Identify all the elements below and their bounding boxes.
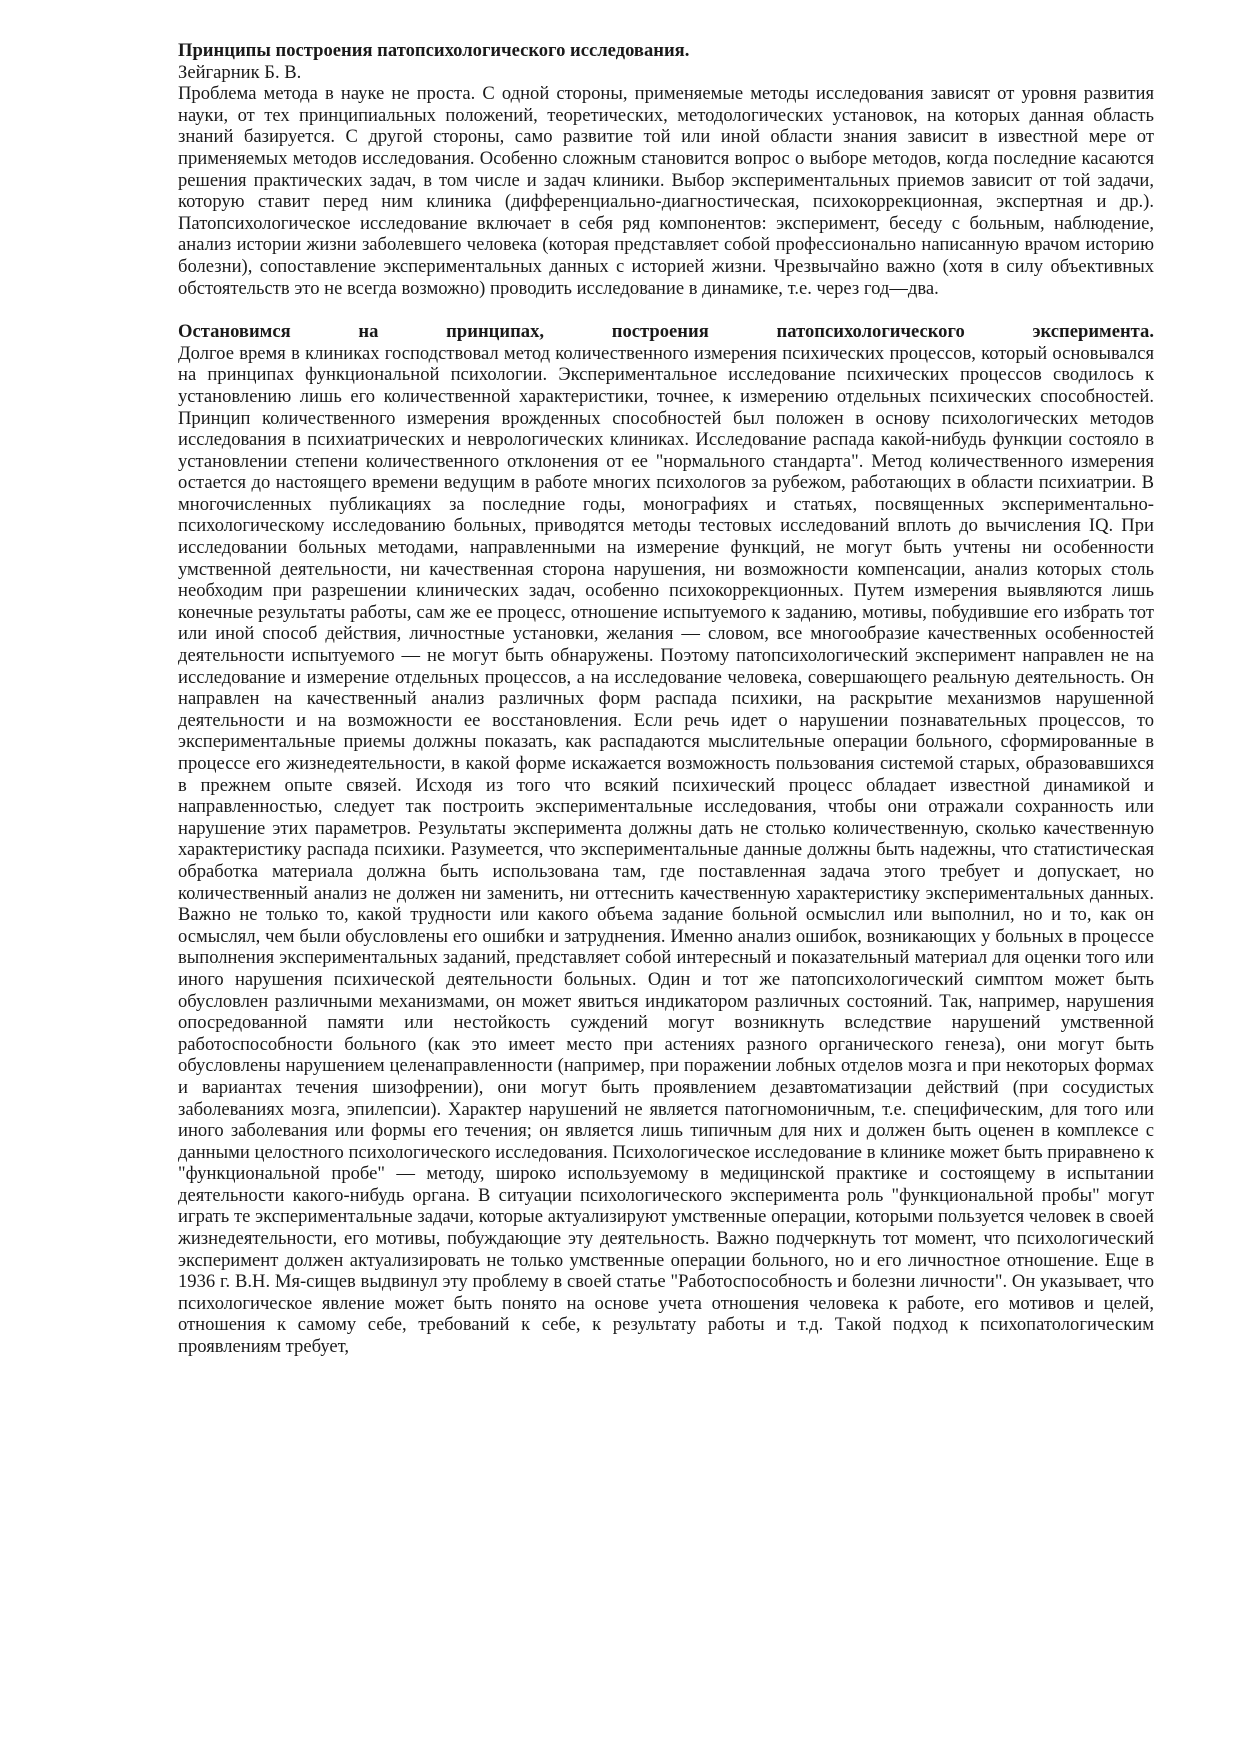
author-name: Зейгарник Б. В. [178,61,302,83]
document-page [178,40,1154,1358]
paragraph-spacer [178,299,1154,321]
section-heading: Остановимся на принципах, построения патопсихологического эксперимента. [178,321,1154,343]
intro-paragraph: Проблема метода в науке не проста. С одной стороны, применяемые методы исследования зависят от уровня развития науки, от тех принципиальных положений, теоретических, методологических установок, на которых данная область знаний базируется. С другой стороны, само развитие той или иной области знания зависит в известной мере от применяемых методов исследования. Особенно сложным становится вопрос о выборе методов, когда последние касаются решения практических задач, в том числе и задач клиники. Выбор экспериментальных приемов зависит от той задачи, которую ставит перед ним клиника (дифференциально-диагностическая, психокоррекционная, экспертная и др.). Патопсихологическое исследование включает в себя ряд компонентов: эксперимент, беседу с больным, наблюдение, анализ истории жизни заболевшего человека (которая представляет собой профессионально написанную врачом историю болезни), сопоставление экспериментальных данных с историей жизни. Чрезвычайно важно (хотя в силу объективных обстоятельств это не всегда возможно) проводить исследование в динамике, т.е. через год—два. [178,83,1154,299]
document-title: Принципы построения патопсихологического исследования. [178,40,690,61]
body-paragraph: Долгое время в клиниках господствовал метод количественного измерения психических процессов, который основывался на принципах функциональной психологии. Экспериментальное исследование психических процессов сводилось к установлению лишь его количественной характеристики, точнее, к измерению отдельных психических способностей. Принцип количественного измерения врожденных способностей был положен в основу психологических методов исследования в психиатрических и неврологических клиниках. Исследование распада какой-нибудь функции состояло в установлении степени количественного отклонения от ее "нормального стандарта". Метод количественного измерения остается до настоящего времени ведущим в работе многих психологов за рубежом, работающих в области психиатрии. В многочисленных публикациях за последние годы, монографиях и статьях, посвященных экспериментально-психологическому исследованию больных, приводятся методы тестовых исследований вплоть до вычисления IQ. При исследовании больных методами, направленными на измерение функций, не могут быть учтены ни особенности умственной деятельности, ни качественная сторона нарушения, ни возможности компенсации, анализ которых столь необходим при разрешении клинических задач, особенно психокоррекционных. Путем измерения выявляются лишь конечные результаты работы, сам же ее процесс, отношение испытуемого к заданию, мотивы, побудившие его избрать тот или иной способ действия, личностные установки, желания — словом, все многообразие качественных особенностей деятельности испытуемого — не могут быть обнаружены. Поэтому патопсихологический эксперимент направлен не на исследование и измерение отдельных процессов, а на исследование человека, совершающего реальную деятельность. Он направлен на качественный анализ различных форм распада психики, на раскрытие механизмов нарушенной деятельности и на возможности ее восстановления. Если речь идет о нарушении познавательных процессов, то экспериментальные приемы должны показать, как распадаются мыслительные операции больного, сформированные в процессе его жизнедеятельности, в какой форме искажается возможность пользования системой старых, образовавшихся в прежнем опыте связей. Исходя из того что всякий психический процесс обладает известной динамикой и направленностью, следует так построить экспериментальные исследования, чтобы они отражали сохранность или нарушение этих параметров. Результаты эксперимента должны дать не столько количественную, сколько качественную характеристику распада психики. Разумеется, что экспериментальные данные должны быть надежны, что статистическая обработка материала должна быть использована там, где поставленная задача этого требует и допускает, но количественный анализ не должен ни заменить, ни оттеснить качественную характеристику экспериментальных данных. Важно не только то, какой трудности или какого объема задание больной осмыслил или выполнил, но и то, как он осмыслял, чем были обусловлены его ошибки и затруднения. Именно анализ ошибок, возникающих у больных в процессе выполнения экспериментальных заданий, представляет собой интересный и показательный материал для оценки того или иного нарушения психической деятельности больных. Один и тот же патопсихологический симптом может быть обусловлен различными механизмами, он может явиться индикатором различных состояний. Так, например, нарушения опосредованной памяти или нестойкость суждений могут возникнуть вследствие нарушений умственной работоспособности больного (как это имеет место при астениях разного органического генеза), они могут быть обусловлены нарушением целенаправленности (например, при поражении лобных отделов мозга и при некоторых формах и вариантах течения шизофрении), они могут быть проявлением дезавтоматизации действий (при сосудистых заболеваниях мозга, эпилепсии). Характер нарушений не является патогномоничным, т.е. специфическим, для того или иного заболевания или формы его течения; он является лишь типичным для них и должен быть оценен в комплексе с данными целостного психологического исследования. Психологическое исследование в клинике может быть приравнено к "функциональной пробе" — методу, широко используемому в медицинской практике и состоящему в испытании деятельности какого-нибудь органа. В ситуации психологического эксперимента роль "функциональной пробы" могут играть те экспериментальные задачи, которые актуализируют умственные операции, которыми пользуется человек в своей жизнедеятельности, его мотивы, побуждающие эту деятельность. Важно подчеркнуть тот момент, что психологический эксперимент должен актуализировать не только умственные операции больного, но и его личностное отношение. Еще в 1936 г. В.Н. Мя-сищев выдвинул эту проблему в своей статье "Работоспособность и болезни личности". Он указывает, что психологическое явление может быть понято на основе учета отношения человека к работе, его мотивов и целей, отношения к самому себе, требований к себе, к результату работы и т.д. Такой подход к психопатологическим проявлениям требует, [178,342,1154,1358]
